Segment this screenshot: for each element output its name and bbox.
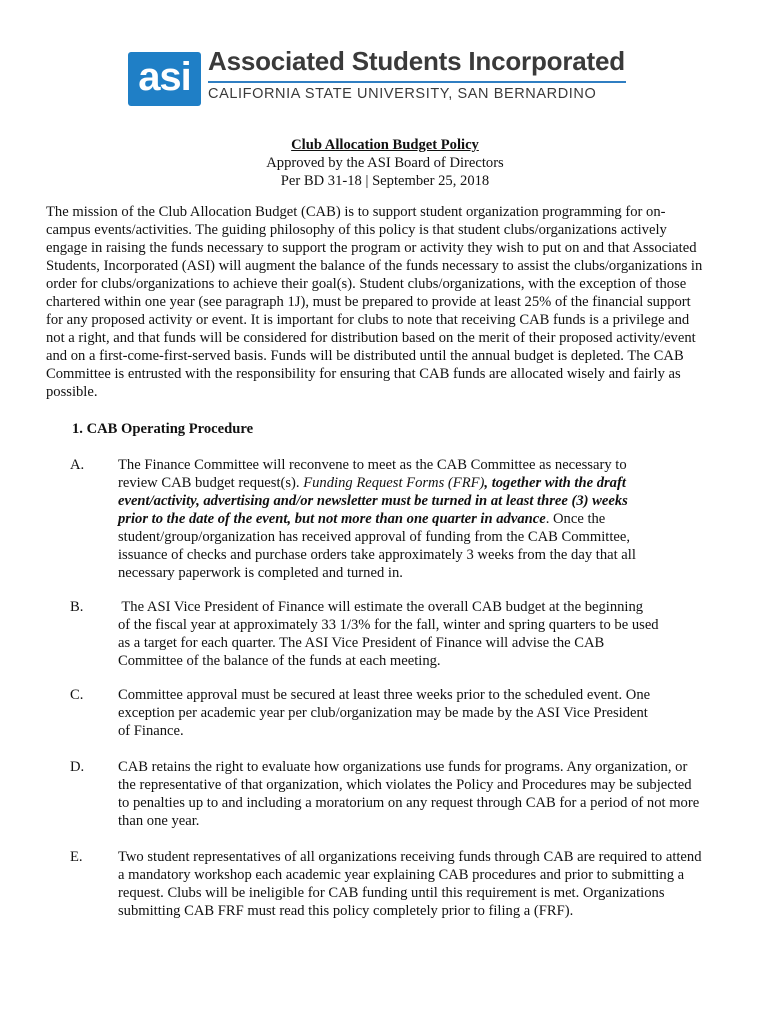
mission-line: engage in raising the funds necessary to support the program or activity they wish to put on and that Associated (46, 240, 697, 256)
item-line: request. Clubs will be ineligible for CAB funding until this requirement is met. Organizations (118, 885, 665, 901)
item-letter: E. (70, 849, 83, 865)
emphasis-text: , together with the draft (484, 475, 626, 491)
item-line: CAB retains the right to evaluate how organizations use funds for programs. Any organization, or (118, 759, 688, 775)
item-line: exception per academic year per club/organization may be made by the ASI Vice President (118, 705, 648, 721)
item-line: of the fiscal year at approximately 33 1/3% for the fall, winter and spring quarters to be used (118, 617, 659, 633)
item-line: of Finance. (118, 723, 184, 739)
item-letter: D. (70, 759, 85, 775)
mission-paragraph (46, 203, 736, 401)
item-line: a mandatory workshop each academic year explaining CAB procedures and prior to submitting a (118, 867, 685, 883)
item-line: to penalties up to and including a moratorium on any request through CAB for a period of not more (118, 795, 700, 811)
item-line (118, 474, 636, 492)
item-line (118, 510, 636, 528)
item-line: necessary paperwork is completed and turned in. (118, 565, 403, 581)
reference-line: Per BD 31-18 | September 25, 2018 (280, 173, 490, 189)
item-line: as a target for each quarter. The ASI Vice President of Finance will advise the CAB (118, 635, 605, 651)
item-line: student/group/organization has received approval of funding from the CAB Committee, (118, 529, 631, 545)
mission-line: Students, Incorporated (ASI) will augment the balance of the funds necessary to assist the clubs/organizations in (46, 258, 703, 274)
frf-term: Funding Request Forms (FRF) (303, 475, 485, 491)
item-line: than one year. (118, 813, 200, 829)
org-subtitle: CALIFORNIA STATE UNIVERSITY, SAN BERNARDINO (208, 86, 597, 102)
mission-line: for any proposed activity or event. It is important for clubs to note that receiving CAB funds is a privilege and (46, 312, 690, 328)
mission-line: chartered within one year (see paragraph 1J), must be prepared to provide at least 25% of the financial support (46, 294, 691, 310)
item-line: The Finance Committee will reconvene to meet as the CAB Committee as necessary to (118, 457, 627, 473)
item-letter: B. (70, 599, 84, 615)
item-text: review CAB budget request(s). (118, 475, 304, 491)
mission-line: order for clubs/organizations to achieve their goal(s). Student clubs/organizations, with the exception of those (46, 276, 687, 292)
item-letter: C. (70, 687, 84, 703)
mission-line: Committee is entrusted with the responsibility for ensuring that CAB funds are allocated wisely and fairly as (46, 366, 681, 382)
item-letter: A. (70, 457, 85, 473)
mission-line: possible. (46, 384, 98, 400)
policy-title: Club Allocation Budget Policy (291, 137, 479, 153)
asi-logo-text: asi (138, 55, 191, 99)
item-line: The ASI Vice President of Finance will estimate the overall CAB budget at the beginning (118, 599, 644, 615)
approval-line: Approved by the ASI Board of Directors (266, 155, 504, 171)
item-line: issuance of checks and purchase orders take approximately 3 weeks from the day that all (118, 547, 636, 563)
section-heading-cab-operating-procedure: 1. CAB Operating Procedure (72, 421, 254, 437)
asi-logo (128, 52, 201, 106)
mission-line: campus events/activities. The guiding philosophy of this policy is that student clubs/organizations actively (46, 222, 667, 238)
emphasis-line: event/activity, advertising and/or newsletter must be turned in at least three (3) weeks (118, 493, 628, 509)
org-name: Associated Students Incorporated (208, 46, 625, 76)
item-line: Committee of the balance of the funds at each meeting. (118, 653, 441, 669)
mission-line: The mission of the Club Allocation Budget (CAB) is to support student organization programming for on- (46, 204, 666, 220)
header-divider (208, 81, 626, 83)
item-line: Committee approval must be secured at least three weeks prior to the scheduled event. One (118, 687, 651, 703)
item-line: Two student representatives of all organizations receiving funds through CAB are required to attend (118, 849, 702, 865)
asi-header (128, 46, 628, 106)
mission-line: and on a first-come-first-served basis. Funds will be distributed until the annual budget is depleted. The CAB (46, 348, 684, 364)
emphasis-text: prior to the date of the event, but not more than one quarter in advance (118, 511, 546, 527)
item-line: the representative of that organization, which violates the Policy and Procedures may be subjected (118, 777, 692, 793)
item-line: submitting CAB FRF must read this policy completely prior to filing a (FRF). (118, 903, 574, 919)
mission-line: not a right, and that funds will be considered for distribution based on the merit of their proposed activity/event (46, 330, 696, 346)
item-text: . Once the (545, 511, 606, 527)
policy-title-block (0, 136, 770, 190)
